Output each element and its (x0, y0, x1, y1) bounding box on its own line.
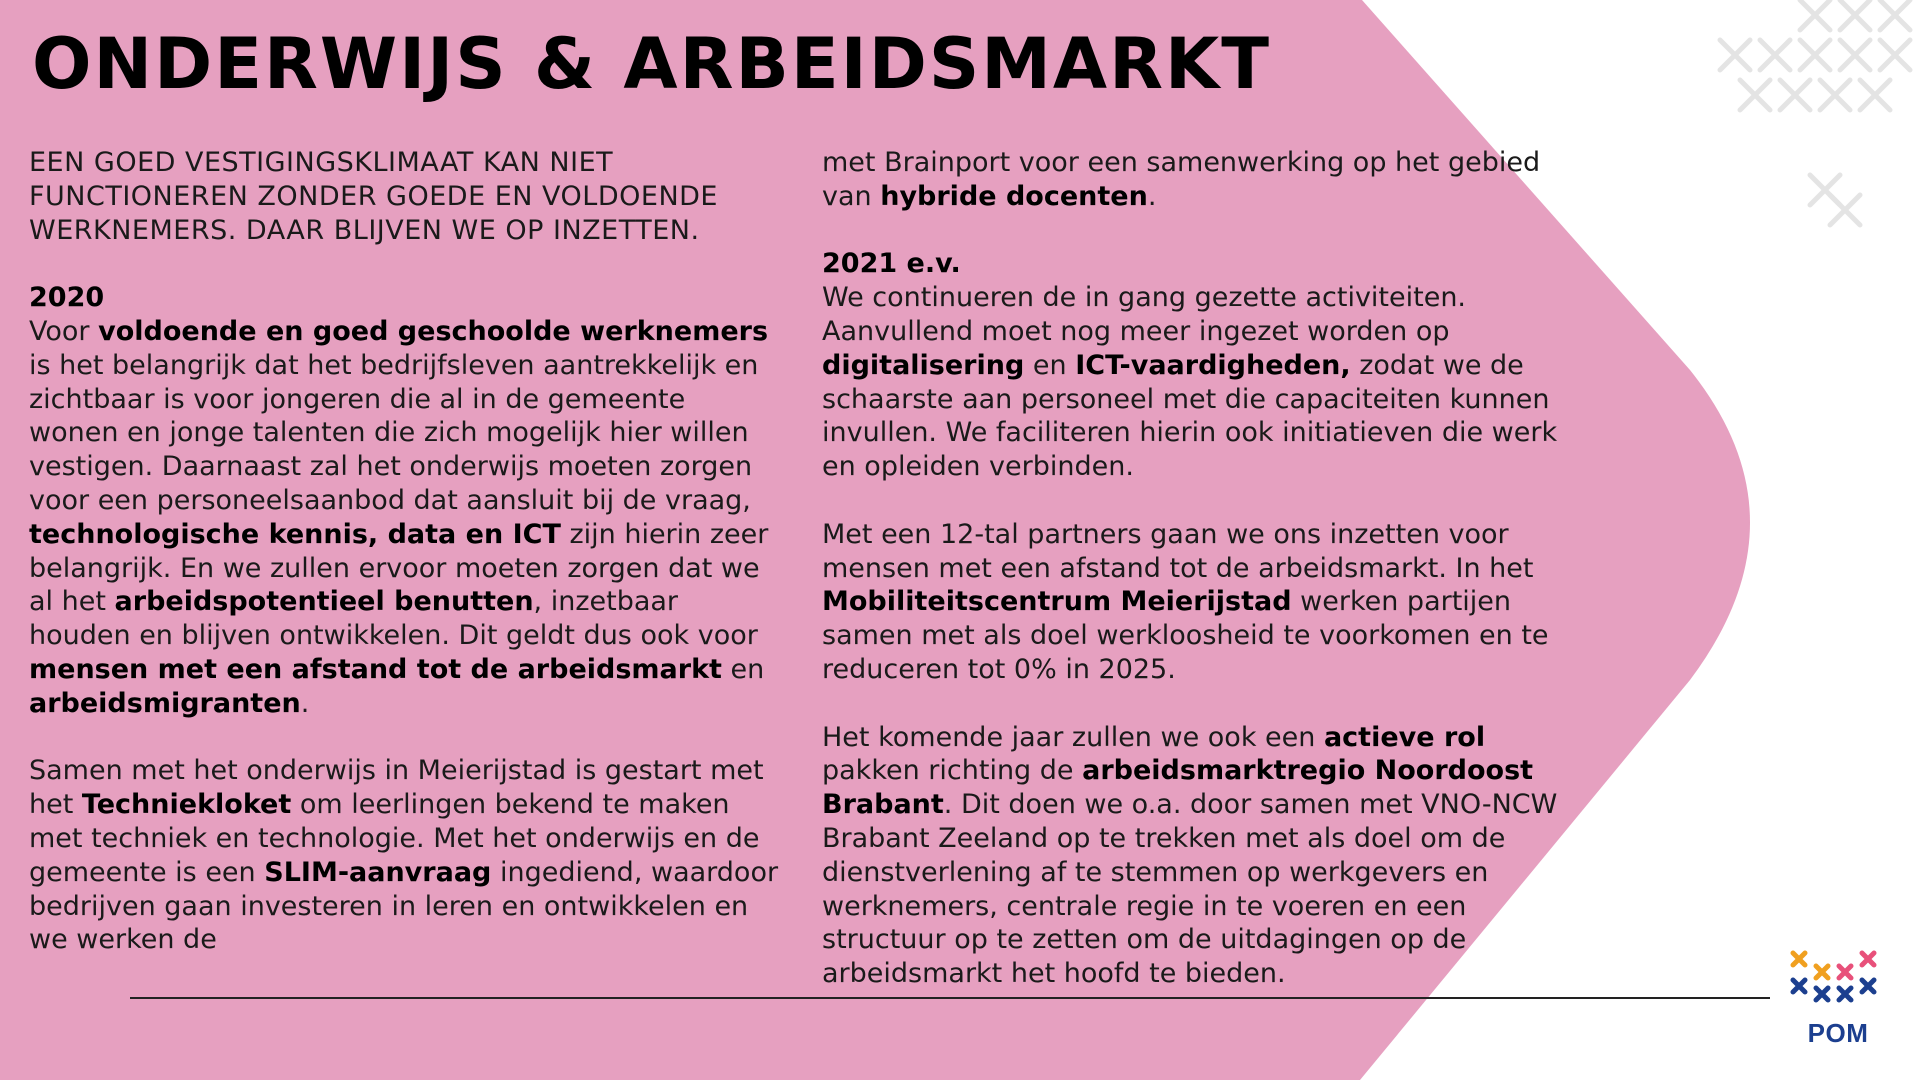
year-heading-2020: 2020 (29, 282, 105, 314)
paragraph-education: Samen met het onderwijs in Meierijstad is gestart met het Techniekloket om leerlingen bekend te maken met techniek en technologie. Met het onderwijs en de gemeente is een SLIM-aanvraag ingediend, waardoor bedrijven gaan investeren in leren en ontwikkelen en we werken de (29, 755, 779, 956)
right-column (822, 146, 1572, 991)
pom-logo-text: POM (1807, 1018, 1869, 1048)
intro-text: EEN GOED VESTIGINGSKLIMAAT KAN NIET FUNCTIONEREN ZONDER GOEDE EN VOLDOENDE WERKNEMERS. DAAR BLIJVEN WE OP INZETTEN. (29, 147, 718, 246)
paragraph-labour-region: Het komende jaar zullen we ook een actieve rol pakken richting de arbeidsmarktregio Noordoost Brabant. Dit doen we o.a. door samen met VNO-NCW Brabant Zeeland op te trekken met als doel om de dienstverlening af te stemmen op werkgevers en werknemers, centrale regie in te voeren en een structuur op te zetten om de uitdagingen op de arbeidsmarkt het hoofd te bieden. (822, 721, 1558, 990)
lattice-pattern-icon (1700, 0, 1920, 250)
paragraph-brainport: met Brainport voor een samenwerking op het gebied van hybride docenten. (822, 147, 1541, 212)
page-title: ONDERWIJS & ARBEIDSMARKT (32, 23, 1271, 105)
left-column (29, 146, 779, 957)
year-heading-2021: 2021 e.v. (822, 248, 961, 280)
pom-logo (1788, 948, 1888, 1058)
paragraph-digitalisation: We continueren de in gang gezette activiteiten. Aanvullend moet nog meer ingezet worden op digitalisering en ICT-vaardigheden, zodat we de schaarste aan personeel met die capaciteiten kunnen invullen. We faciliteren hierin ook initiatieven die werk en opleiden verbinden. (822, 282, 1558, 483)
paragraph-mobility-centre: Met een 12-tal partners gaan we ons inzetten voor mensen met een afstand tot de arbeidsmarkt. In het Mobiliteitscentrum Meierijstad werken partijen samen met als doel werkloosheid te voorkomen en te reduceren tot 0% in 2025. (822, 518, 1549, 685)
paragraph-2020-workforce: Voor voldoende en goed geschoolde werknemers is het belangrijk dat het bedrijfsleven aantrekkelijk en zichtbaar is voor jongeren die al in de gemeente wonen en jonge talenten die zich mogelijk hier willen vestigen. Daarnaast zal het onderwijs moeten zorgen voor een personeelsaanbod dat aansluit bij de vraag, technologische kennis, data en ICT zijn hierin zeer belangrijk. En we zullen ervoor moeten zorgen dat we al het arbeidspotentieel benutten, inzetbaar houden en blijven ontwikkelen. Dit geldt dus ook voor mensen met een afstand tot de arbeidsmarkt en arbeidsmigranten. (29, 315, 769, 719)
footer-divider (130, 997, 1770, 999)
pom-cross-logo-icon (1788, 948, 1888, 1010)
